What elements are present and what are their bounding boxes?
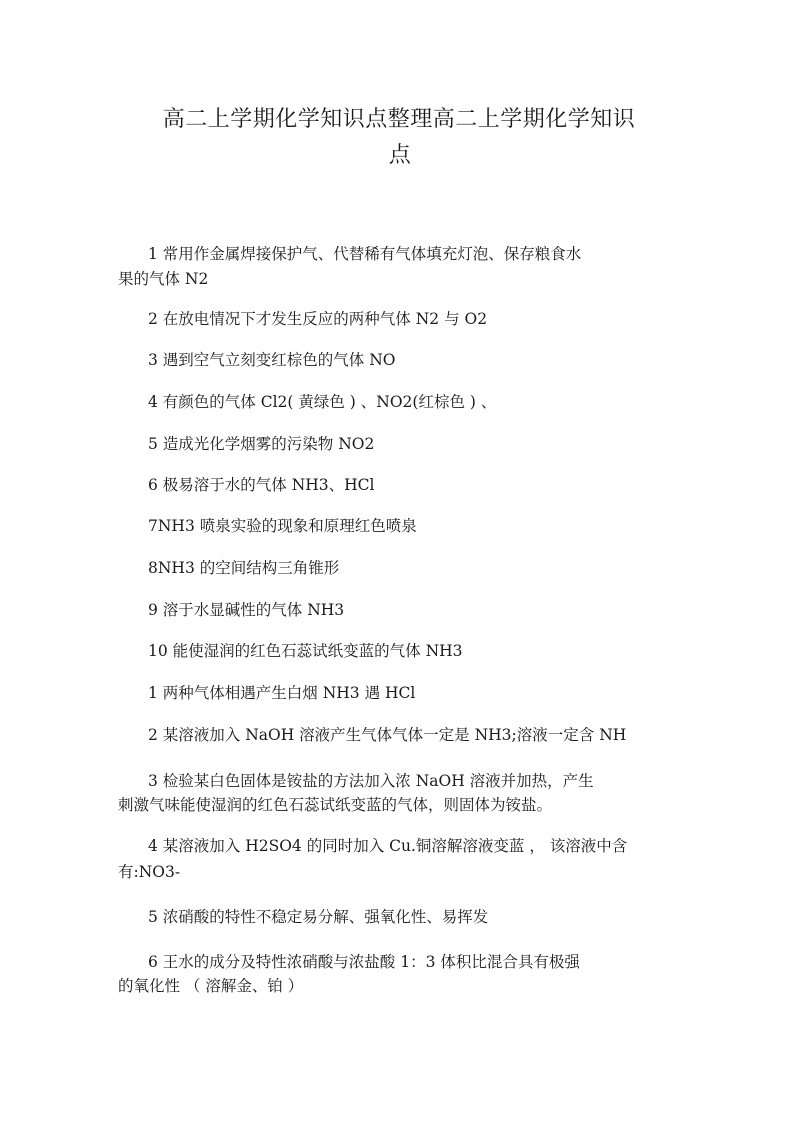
item-15: 5 浓硝酸的特性不稳定易分解、强氧化性、易挥发 (148, 908, 489, 926)
item-5: 5 造成光化学烟雾的污染物 NO2 (148, 435, 375, 453)
item-12: 2 某溶液加入 NaOH 溶液产生气体气体一定是 NH3;溶液一定含 NH (148, 726, 627, 744)
item-8: 8NH3 的空间结构三角锥形 (148, 559, 340, 577)
item-7: 7NH3 喷泉实验的现象和原理红色喷泉 (148, 517, 417, 535)
item-14-line-1: 4 某溶液加入 H2SO4 的同时加入 Cu.铜溶解溶液变蓝 ， 该溶液中含 (148, 837, 628, 855)
item-3: 3 遇到空气立刻变红棕色的气体 NO (148, 351, 396, 369)
item-14-line-2: 有:NO3- (118, 863, 181, 881)
item-16-line-1: 6 王水的成分及特性浓硝酸与浓盐酸 1：3 体积比混合具有极强 (148, 953, 580, 971)
item-2: 2 在放电情况下才发生反应的两种气体 N2 与 O2 (148, 310, 488, 328)
item-1-line-1: 1 常用作金属焊接保护气、代替稀有气体填充灯泡、保存粮食水 (148, 245, 582, 263)
item-16-line-2: 的氧化性 （ 溶解金、铂 ） (118, 977, 304, 995)
page-title-line-2: 点 (388, 143, 412, 168)
item-9: 9 溶于水显碱性的气体 NH3 (148, 601, 345, 619)
item-4: 4 有颜色的气体 Cl2( 黄绿色 ) 、NO2(红棕色 ) 、 (148, 393, 497, 411)
item-1-line-2: 果的气体 N2 (118, 270, 209, 288)
item-13-line-2: 刺激气味能使湿润的红色石蕊试纸变蓝的气体，则固体为铵盐。 (118, 796, 553, 814)
page-title-line-1: 高二上学期化学知识点整理高二上学期化学知识 (162, 107, 636, 132)
item-11: 1 两种气体相遇产生白烟 NH3 遇 HCl (148, 684, 416, 702)
item-6: 6 极易溶于水的气体 NH3、HCl (148, 476, 375, 494)
item-10: 10 能使湿润的红色石蕊试纸变蓝的气体 NH3 (148, 642, 463, 660)
item-13-line-1: 3 检验某白色固体是铵盐的方法加入浓 NaOH 溶液并加热，产生 (148, 772, 594, 790)
